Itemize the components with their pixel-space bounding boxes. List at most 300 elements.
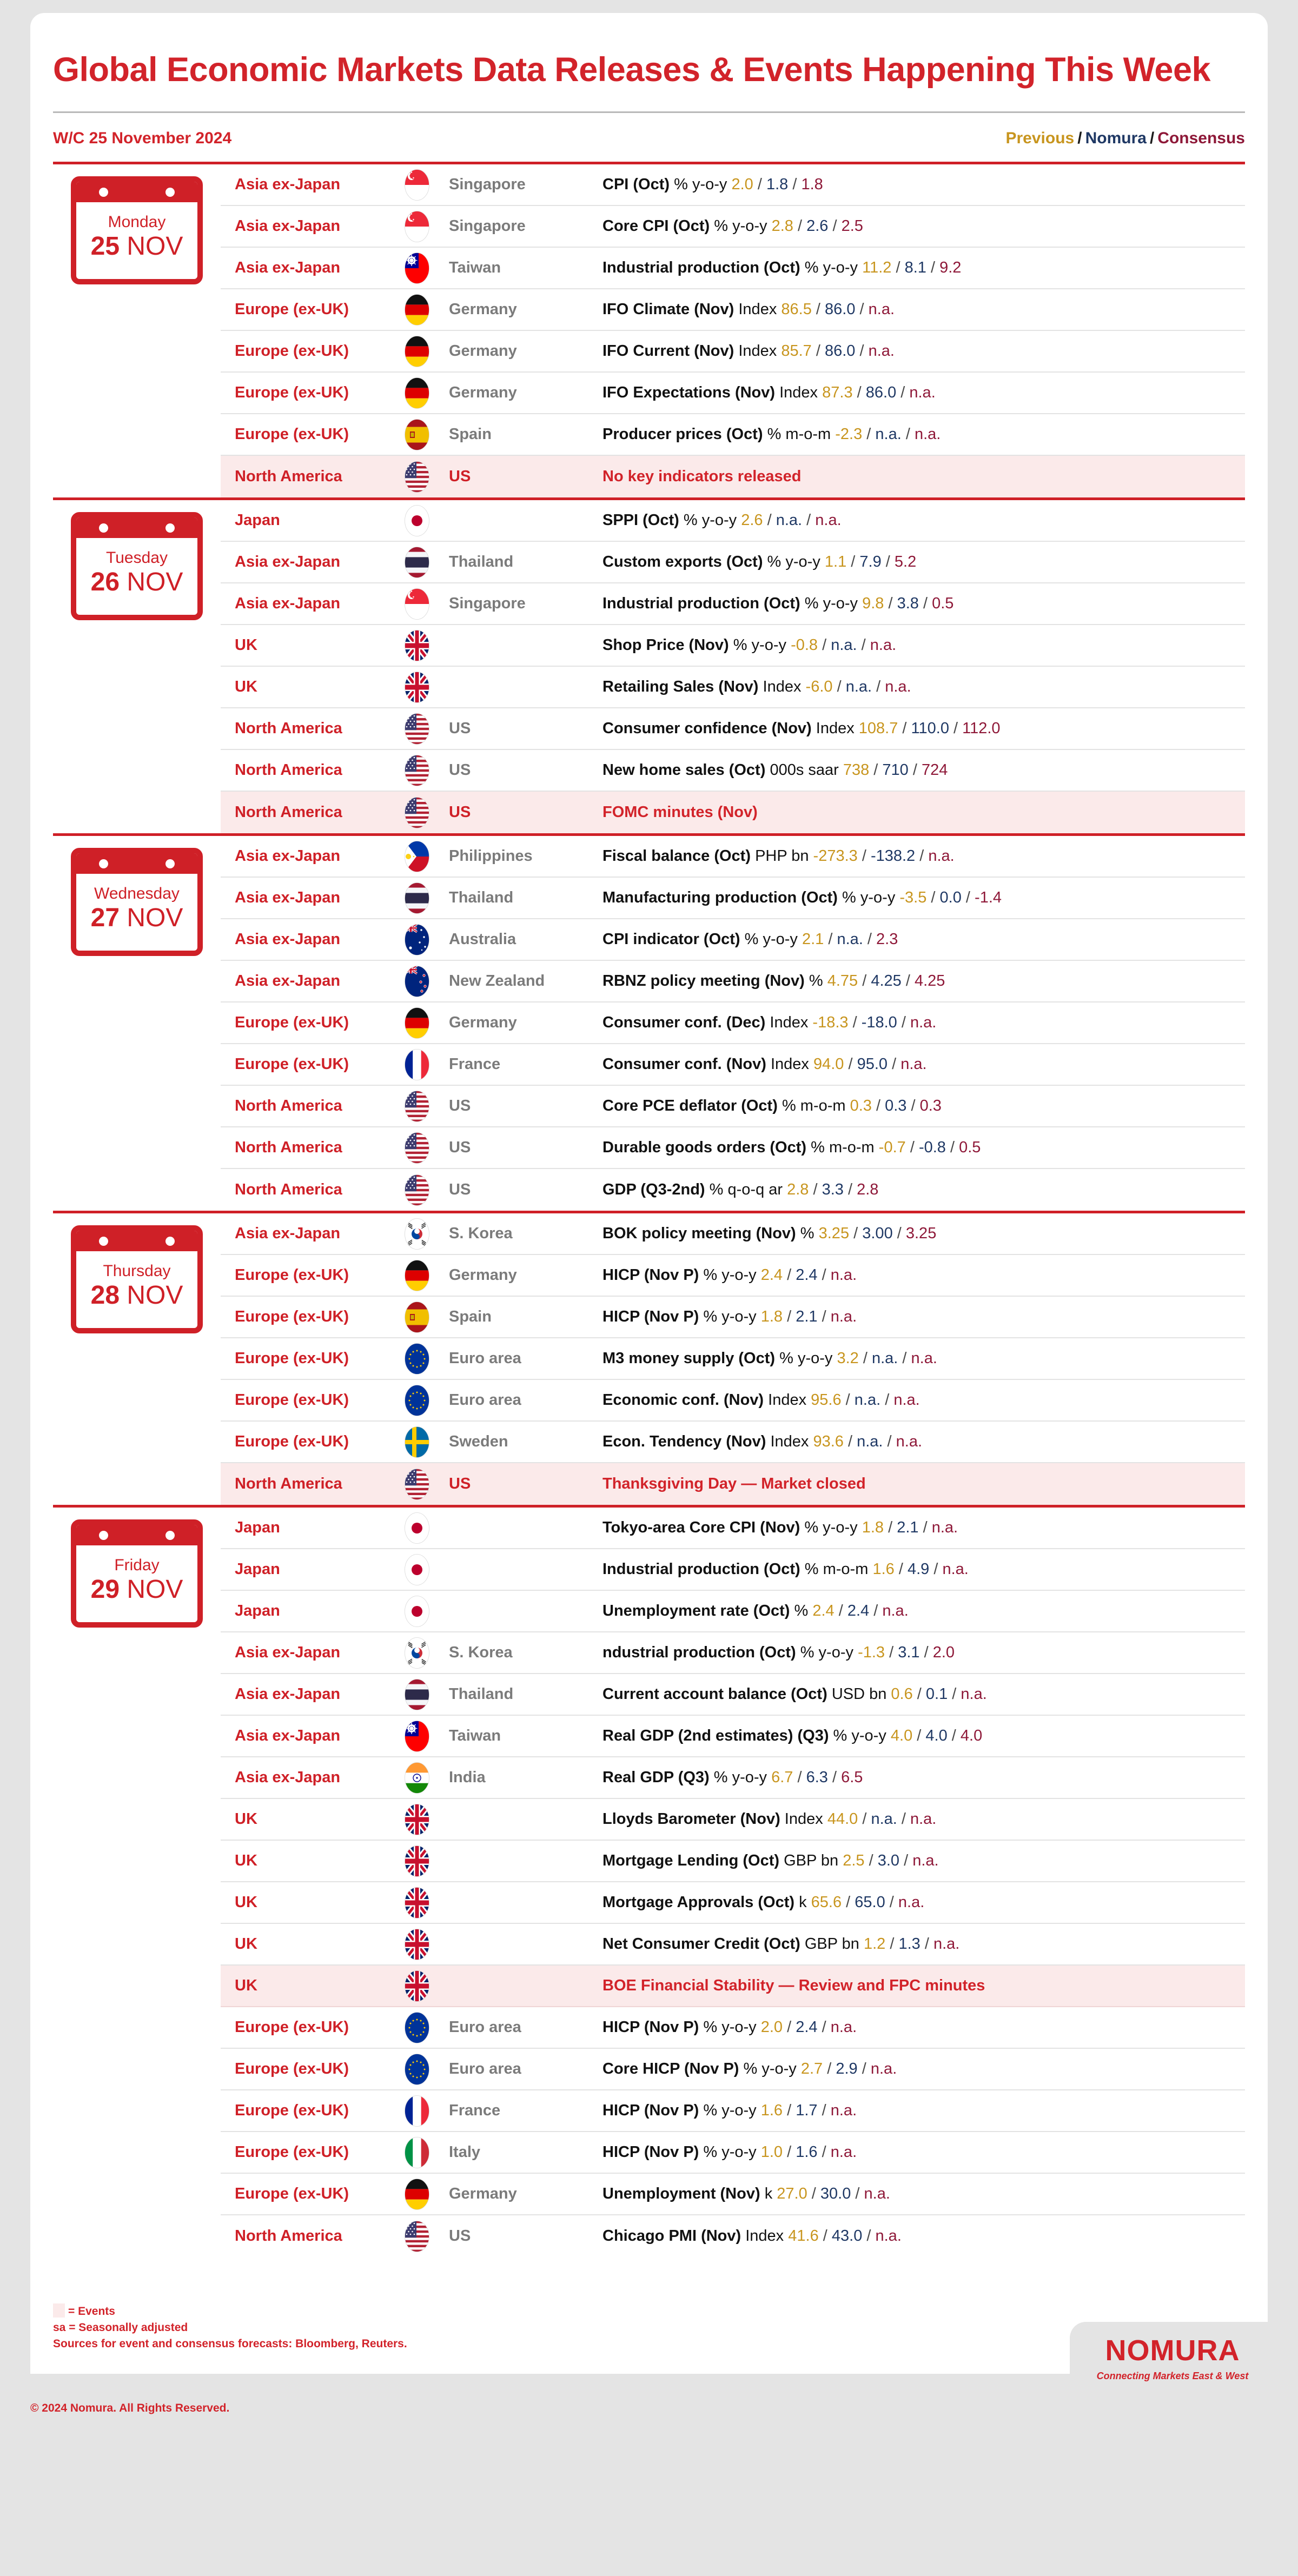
region-label: Asia ex-Japan [235, 595, 341, 613]
indicator-name: Durable goods orders (Oct) [602, 1139, 807, 1157]
indicator-name: HICP (Nov P) [602, 2143, 699, 2161]
page-title: Global Economic Markets Data Releases & Events Happening This Week [53, 51, 1211, 89]
indicator-name: GDP (Q3-2nd) [602, 1181, 705, 1199]
value-consensus: n.a. [896, 1433, 923, 1451]
value-separator-2: / [908, 761, 922, 779]
value-previous: 108.7 [858, 720, 898, 738]
value-consensus: 2.8 [857, 1181, 879, 1199]
indicator-name: Real GDP (Q3) [602, 1769, 710, 1787]
calendar-date [76, 1574, 197, 1606]
value-consensus: n.a. [910, 1810, 937, 1828]
value-separator-1: / [926, 889, 940, 907]
value-consensus: 6.5 [841, 1769, 863, 1787]
thailand-flag [394, 547, 440, 578]
indicator-unit: Index [768, 1391, 807, 1409]
table-row[interactable] [221, 1044, 1245, 1086]
value-separator-2: / [828, 217, 842, 235]
table-row[interactable] [221, 1297, 1245, 1338]
indicator-cell [602, 720, 1245, 738]
us-flag [394, 461, 440, 493]
country-label: Sweden [449, 1433, 508, 1451]
table-row[interactable] [221, 289, 1245, 331]
value-consensus: n.a. [882, 1602, 909, 1620]
value-consensus: n.a. [830, 2019, 857, 2036]
germany-flag [394, 336, 440, 367]
value-separator-2: / [880, 1391, 894, 1409]
table-row[interactable] [221, 1463, 1245, 1505]
value-separator-2: / [948, 1685, 961, 1703]
country-label: New Zealand [449, 972, 545, 990]
region-label: Asia ex-Japan [235, 176, 341, 194]
value-nomura: 7.9 [859, 553, 882, 571]
table-row[interactable] [221, 961, 1245, 1002]
value-nomura: 2.4 [847, 1602, 870, 1620]
us-flag [394, 1132, 440, 1164]
uk-flag [394, 1845, 440, 1877]
country-label: US [449, 804, 471, 821]
value-consensus: 2.3 [876, 931, 898, 948]
indicator-cell [602, 931, 1245, 948]
value-consensus: n.a. [931, 1519, 958, 1537]
singapore-flag [394, 211, 440, 242]
table-row[interactable] [221, 1882, 1245, 1924]
country-label: Italy [449, 2143, 481, 2161]
table-row[interactable] [221, 667, 1245, 708]
value-consensus: n.a. [898, 1894, 925, 1911]
region-label: Europe (ex-UK) [235, 2019, 349, 2036]
value-nomura: 2.9 [836, 2060, 858, 2078]
value-separator-2: / [915, 847, 929, 865]
uk-flag [394, 1929, 440, 1960]
table-row[interactable] [221, 2049, 1245, 2090]
day-rows [221, 164, 1245, 497]
value-separator-2: / [906, 1097, 920, 1115]
italy-flag [394, 2137, 440, 2168]
value-consensus: n.a. [870, 2060, 897, 2078]
country-label: US [449, 761, 471, 779]
table-row[interactable] [221, 542, 1245, 583]
legend-previous: Previous [1005, 129, 1075, 148]
value-previous: -18.3 [812, 1014, 849, 1032]
table-row[interactable] [221, 1799, 1245, 1841]
uk-flag [394, 672, 440, 703]
table-row[interactable] [221, 414, 1245, 456]
calendar-body [76, 202, 197, 263]
calendar-day-of-week: Thursday [103, 1262, 171, 1280]
indicator-unit: Index [770, 1055, 809, 1073]
indicator-name: Custom exports (Oct) [602, 553, 763, 571]
indicator-name: Consumer confidence (Nov) [602, 720, 812, 738]
table-row[interactable] [221, 1674, 1245, 1716]
indicator-cell [602, 2019, 1245, 2036]
singapore-flag [394, 169, 440, 201]
value-nomura: 8.1 [904, 259, 926, 277]
country-label: Germany [449, 2185, 517, 2203]
country-label: India [449, 1769, 486, 1787]
copyright-text: © 2024 Nomura. All Rights Reserved. [30, 2401, 230, 2414]
value-separator-2: / [901, 972, 915, 990]
indicator-name: HICP (Nov P) [602, 2102, 699, 2120]
country-label: Taiwan [449, 259, 501, 277]
indicator-name: Tokyo-area Core CPI (Nov) [602, 1519, 800, 1537]
table-row[interactable] [221, 1338, 1245, 1380]
indicator-unit: % m-o-m [767, 426, 831, 443]
table-row[interactable] [221, 2007, 1245, 2049]
calendar-day-of-week: Wednesday [94, 885, 180, 903]
euro-flag [394, 1343, 440, 1375]
value-nomura: 1.6 [796, 2143, 818, 2161]
australia-flag [394, 924, 440, 955]
indicator-name: Shop Price (Nov) [602, 636, 729, 654]
indicator-unit: Index [784, 1810, 823, 1828]
region-label: Europe (ex-UK) [235, 1391, 349, 1409]
value-previous: 1.8 [760, 1308, 783, 1326]
value-previous: 2.1 [802, 931, 824, 948]
indicator-unit: % y-o-y [703, 2019, 757, 2036]
value-previous: 2.4 [812, 1602, 835, 1620]
indicator-unit: % y-o-y [833, 1727, 886, 1745]
table-row[interactable] [221, 1127, 1245, 1169]
table-row[interactable] [221, 1549, 1245, 1591]
value-separator-1: / [885, 1644, 898, 1662]
value-separator-2: / [817, 2019, 831, 2036]
region-label: UK [235, 1852, 257, 1870]
value-nomura: n.a. [871, 1350, 898, 1367]
table-row[interactable] [221, 1002, 1245, 1044]
indicator-name: RBNZ policy meeting (Nov) [602, 972, 805, 990]
table-row[interactable] [221, 1255, 1245, 1297]
value-previous: 95.6 [811, 1391, 842, 1409]
table-row[interactable] [221, 164, 1245, 206]
calendar-day-of-week: Tuesday [106, 549, 168, 567]
country-label: Thailand [449, 1685, 514, 1703]
table-row[interactable] [221, 1213, 1245, 1255]
table-row[interactable] [221, 1632, 1245, 1674]
table-row[interactable] [221, 708, 1245, 750]
value-consensus: 0.5 [932, 595, 954, 613]
value-separator-1: / [823, 2060, 836, 2078]
indicator-unit: % y-o-y [842, 889, 896, 907]
value-previous: 65.6 [811, 1894, 842, 1911]
table-row[interactable] [221, 583, 1245, 625]
country-label: Euro area [449, 2060, 521, 2078]
value-nomura: n.a. [871, 1810, 897, 1828]
table-row[interactable] [221, 2090, 1245, 2132]
indicator-name: Manufacturing production (Oct) [602, 889, 838, 907]
day-rows [221, 1213, 1245, 1505]
region-label: Asia ex-Japan [235, 972, 341, 990]
taiwan-flag [394, 253, 440, 284]
indicator-cell [602, 761, 1245, 779]
value-separator-2: / [857, 636, 870, 654]
country-label: S. Korea [449, 1225, 513, 1243]
indicator-cell [602, 678, 1245, 696]
value-separator-1: / [783, 2143, 796, 2161]
indicator-cell [602, 2227, 1245, 2245]
country-label: Philippines [449, 847, 533, 865]
calendar-icon [71, 1519, 203, 1628]
value-separator-2: / [929, 1561, 943, 1578]
region-label: North America [235, 720, 342, 738]
region-label: Japan [235, 1519, 280, 1537]
calendar-month: NOV [127, 1281, 183, 1310]
calendar-hole-right [165, 859, 175, 868]
legend-separator-1: / [1077, 129, 1082, 148]
country-label: US [449, 1139, 471, 1157]
indicator-name: Consumer conf. (Nov) [602, 1055, 766, 1073]
indicator-cell [602, 301, 1245, 318]
us-flag [394, 1174, 440, 1206]
value-separator-2: / [892, 1225, 906, 1243]
value-previous: 2.5 [843, 1852, 865, 1870]
region-label: Europe (ex-UK) [235, 1014, 349, 1032]
value-previous: -273.3 [813, 847, 858, 865]
value-separator-2: / [862, 2227, 876, 2245]
indicator-name: Net Consumer Credit (Oct) [602, 1935, 800, 1953]
table-row[interactable] [221, 1966, 1245, 2007]
skorea-flag [394, 1637, 440, 1669]
indicator-cell [602, 1181, 1245, 1199]
table-row[interactable] [221, 456, 1245, 497]
value-separator-1: / [858, 1810, 871, 1828]
table-row[interactable] [221, 2132, 1245, 2174]
indicator-cell [602, 384, 1245, 402]
value-consensus: 5.2 [894, 553, 917, 571]
event-text: FOMC minutes (Nov) [602, 804, 758, 821]
value-consensus: n.a. [909, 384, 936, 402]
value-nomura: 3.00 [862, 1225, 893, 1243]
indicator-cell [602, 2143, 1245, 2161]
region-label: North America [235, 761, 342, 779]
indicator-cell [602, 889, 1245, 907]
indicator-name: Industrial production (Oct) [602, 259, 800, 277]
event-text: No key indicators released [602, 468, 802, 486]
indicator-cell [602, 512, 1245, 529]
value-separator-1: / [884, 1519, 897, 1537]
uk-flag [394, 1970, 440, 2002]
country-label: Germany [449, 1266, 517, 1284]
value-separator-2: / [869, 1602, 883, 1620]
value-separator-2: / [881, 553, 895, 571]
value-consensus: n.a. [912, 1852, 939, 1870]
country-label: Germany [449, 342, 517, 360]
indicator-name: HICP (Nov P) [602, 1266, 699, 1284]
value-separator-2: / [827, 1769, 842, 1787]
value-separator-2: / [802, 512, 816, 529]
value-separator-2: / [897, 1014, 910, 1032]
table-row[interactable] [221, 1924, 1245, 1966]
value-nomura: 3.1 [898, 1644, 920, 1662]
value-consensus: 2.5 [841, 217, 863, 235]
indicator-name: IFO Current (Nov) [602, 342, 734, 360]
value-previous: 0.3 [850, 1097, 872, 1115]
indicator-unit: 000s saar [770, 761, 839, 779]
value-consensus: n.a. [961, 1685, 987, 1703]
value-separator-1: / [811, 301, 825, 318]
indicator-unit: k [799, 1894, 807, 1911]
calendar-month: NOV [127, 568, 183, 597]
table-row[interactable] [221, 373, 1245, 414]
week-commencing-label: W/C 25 November 2024 [53, 129, 232, 148]
table-row[interactable] [221, 878, 1245, 919]
calendar-top-bar [76, 517, 197, 538]
value-previous: 2.0 [731, 176, 753, 194]
calendar-day-number: 26 [90, 568, 120, 597]
value-separator-2: / [885, 1894, 898, 1911]
value-separator-1: / [834, 1602, 847, 1620]
table-row[interactable] [221, 2174, 1245, 2215]
value-separator-1: / [763, 512, 776, 529]
table-row[interactable] [221, 1422, 1245, 1463]
indicator-cell [602, 1685, 1245, 1703]
value-separator-1: / [905, 1139, 919, 1157]
value-separator-1: / [852, 384, 866, 402]
value-separator-1: / [841, 1391, 855, 1409]
table-row[interactable] [221, 836, 1245, 878]
calendar-top-bar [76, 182, 197, 202]
logo-tagline: Connecting Markets East & West [1096, 2370, 1249, 2381]
table-row[interactable] [221, 919, 1245, 961]
value-previous: 1.6 [760, 2102, 783, 2120]
event-cell [602, 804, 1245, 821]
calendar-date [76, 566, 197, 599]
table-row[interactable] [221, 500, 1245, 542]
euro-flag [394, 2054, 440, 2085]
value-separator-1: / [864, 1852, 878, 1870]
value-nomura: 65.0 [855, 1894, 885, 1911]
table-row[interactable] [221, 248, 1245, 289]
indicator-cell [602, 1014, 1245, 1032]
calendar-hole-left [99, 188, 108, 197]
value-separator-1: / [862, 426, 876, 443]
calendar-day-number: 27 [90, 904, 120, 933]
indicator-cell [602, 1266, 1245, 1284]
value-previous: 4.0 [890, 1727, 913, 1745]
country-label: Germany [449, 301, 517, 318]
indicator-unit: % y-o-y [743, 2060, 797, 2078]
table-row[interactable] [221, 331, 1245, 373]
table-row[interactable] [221, 1591, 1245, 1632]
region-label: Japan [235, 512, 280, 529]
indicator-unit: % [809, 972, 823, 990]
france-flag [394, 1049, 440, 1080]
region-label: UK [235, 1935, 257, 1953]
country-label: US [449, 720, 471, 738]
value-nomura: n.a. [875, 426, 902, 443]
value-separator-2: / [817, 2102, 831, 2120]
table-row[interactable] [221, 206, 1245, 248]
indicator-cell [602, 1894, 1245, 1911]
table-row[interactable] [221, 792, 1245, 833]
legend-separator-2: / [1149, 129, 1155, 148]
value-separator-2: / [920, 1935, 933, 1953]
table-row[interactable] [221, 1716, 1245, 1757]
calendar-body [76, 1251, 197, 1312]
uk-flag [394, 1804, 440, 1835]
table-row[interactable] [221, 1508, 1245, 1549]
value-previous: -0.7 [878, 1139, 906, 1157]
table-row[interactable] [221, 1841, 1245, 1882]
calendar-month: NOV [127, 904, 183, 933]
value-consensus: n.a. [875, 2227, 902, 2245]
value-separator-2: / [949, 720, 963, 738]
region-label: Asia ex-Japan [235, 553, 341, 571]
table-row[interactable] [221, 1086, 1245, 1127]
value-previous: 0.6 [891, 1685, 913, 1703]
value-consensus: n.a. [928, 847, 955, 865]
value-nomura: 6.3 [806, 1769, 828, 1787]
calendar-hole-left [99, 1531, 108, 1540]
value-consensus: n.a. [942, 1561, 969, 1578]
value-previous: 2.8 [771, 217, 793, 235]
value-consensus: n.a. [830, 2143, 857, 2161]
country-label: France [449, 1055, 501, 1073]
value-consensus: 724 [921, 761, 948, 779]
region-label: Asia ex-Japan [235, 1769, 341, 1787]
table-row[interactable] [221, 750, 1245, 792]
sa-legend-line: sa = Seasonally adjusted [53, 2321, 188, 2334]
region-label: UK [235, 1894, 257, 1911]
value-separator-1: / [783, 1266, 796, 1284]
value-nomura: 1.7 [796, 2102, 818, 2120]
spain-flag [394, 1302, 440, 1333]
value-separator-1: / [824, 931, 837, 948]
calendar-body [76, 874, 197, 934]
indicator-unit: GBP bn [784, 1852, 839, 1870]
table-row[interactable] [221, 625, 1245, 667]
value-consensus: n.a. [830, 1308, 857, 1326]
value-separator-1: / [783, 2019, 796, 2036]
region-label: Europe (ex-UK) [235, 2185, 349, 2203]
philippines-flag [394, 841, 440, 872]
indicator-cell [602, 1852, 1245, 1870]
indicator-unit: Index [745, 2227, 784, 2245]
indicator-name: Real GDP (2nd estimates) (Q3) [602, 1727, 829, 1745]
indicator-cell [602, 2060, 1245, 2078]
value-separator-2: / [883, 1433, 896, 1451]
indicator-unit: Index [738, 342, 777, 360]
region-label: Europe (ex-UK) [235, 342, 349, 360]
table-row[interactable] [221, 1169, 1245, 1211]
value-consensus: 4.25 [914, 972, 945, 990]
value-separator-1: / [818, 2227, 832, 2245]
table-row[interactable] [221, 1380, 1245, 1422]
table-row[interactable] [221, 1757, 1245, 1799]
indicator-cell [602, 1097, 1245, 1115]
value-separator-1: / [894, 1561, 908, 1578]
value-separator-1: / [842, 1894, 855, 1911]
value-separator-1: / [783, 1308, 796, 1326]
value-separator-2: / [851, 2185, 864, 2203]
value-separator-2: / [855, 301, 869, 318]
value-separator-2: / [897, 1810, 910, 1828]
indicator-name: SPPI (Oct) [602, 512, 679, 529]
value-consensus: 1.8 [801, 176, 823, 194]
calendar-top-bar [76, 1525, 197, 1545]
value-nomura: 86.0 [865, 384, 897, 402]
value-nomura: 0.0 [939, 889, 962, 907]
indicator-name: IFO Expectations (Nov) [602, 384, 776, 402]
sweden-flag [394, 1426, 440, 1458]
value-nomura: 0.1 [925, 1685, 948, 1703]
calendar-top-bar [76, 1231, 197, 1251]
day-block [53, 497, 1245, 833]
country-label: Taiwan [449, 1727, 501, 1745]
calendar-hole-right [165, 1531, 175, 1540]
calendar-icon [71, 512, 203, 620]
day-rows [221, 500, 1245, 833]
table-row[interactable] [221, 2215, 1245, 2257]
